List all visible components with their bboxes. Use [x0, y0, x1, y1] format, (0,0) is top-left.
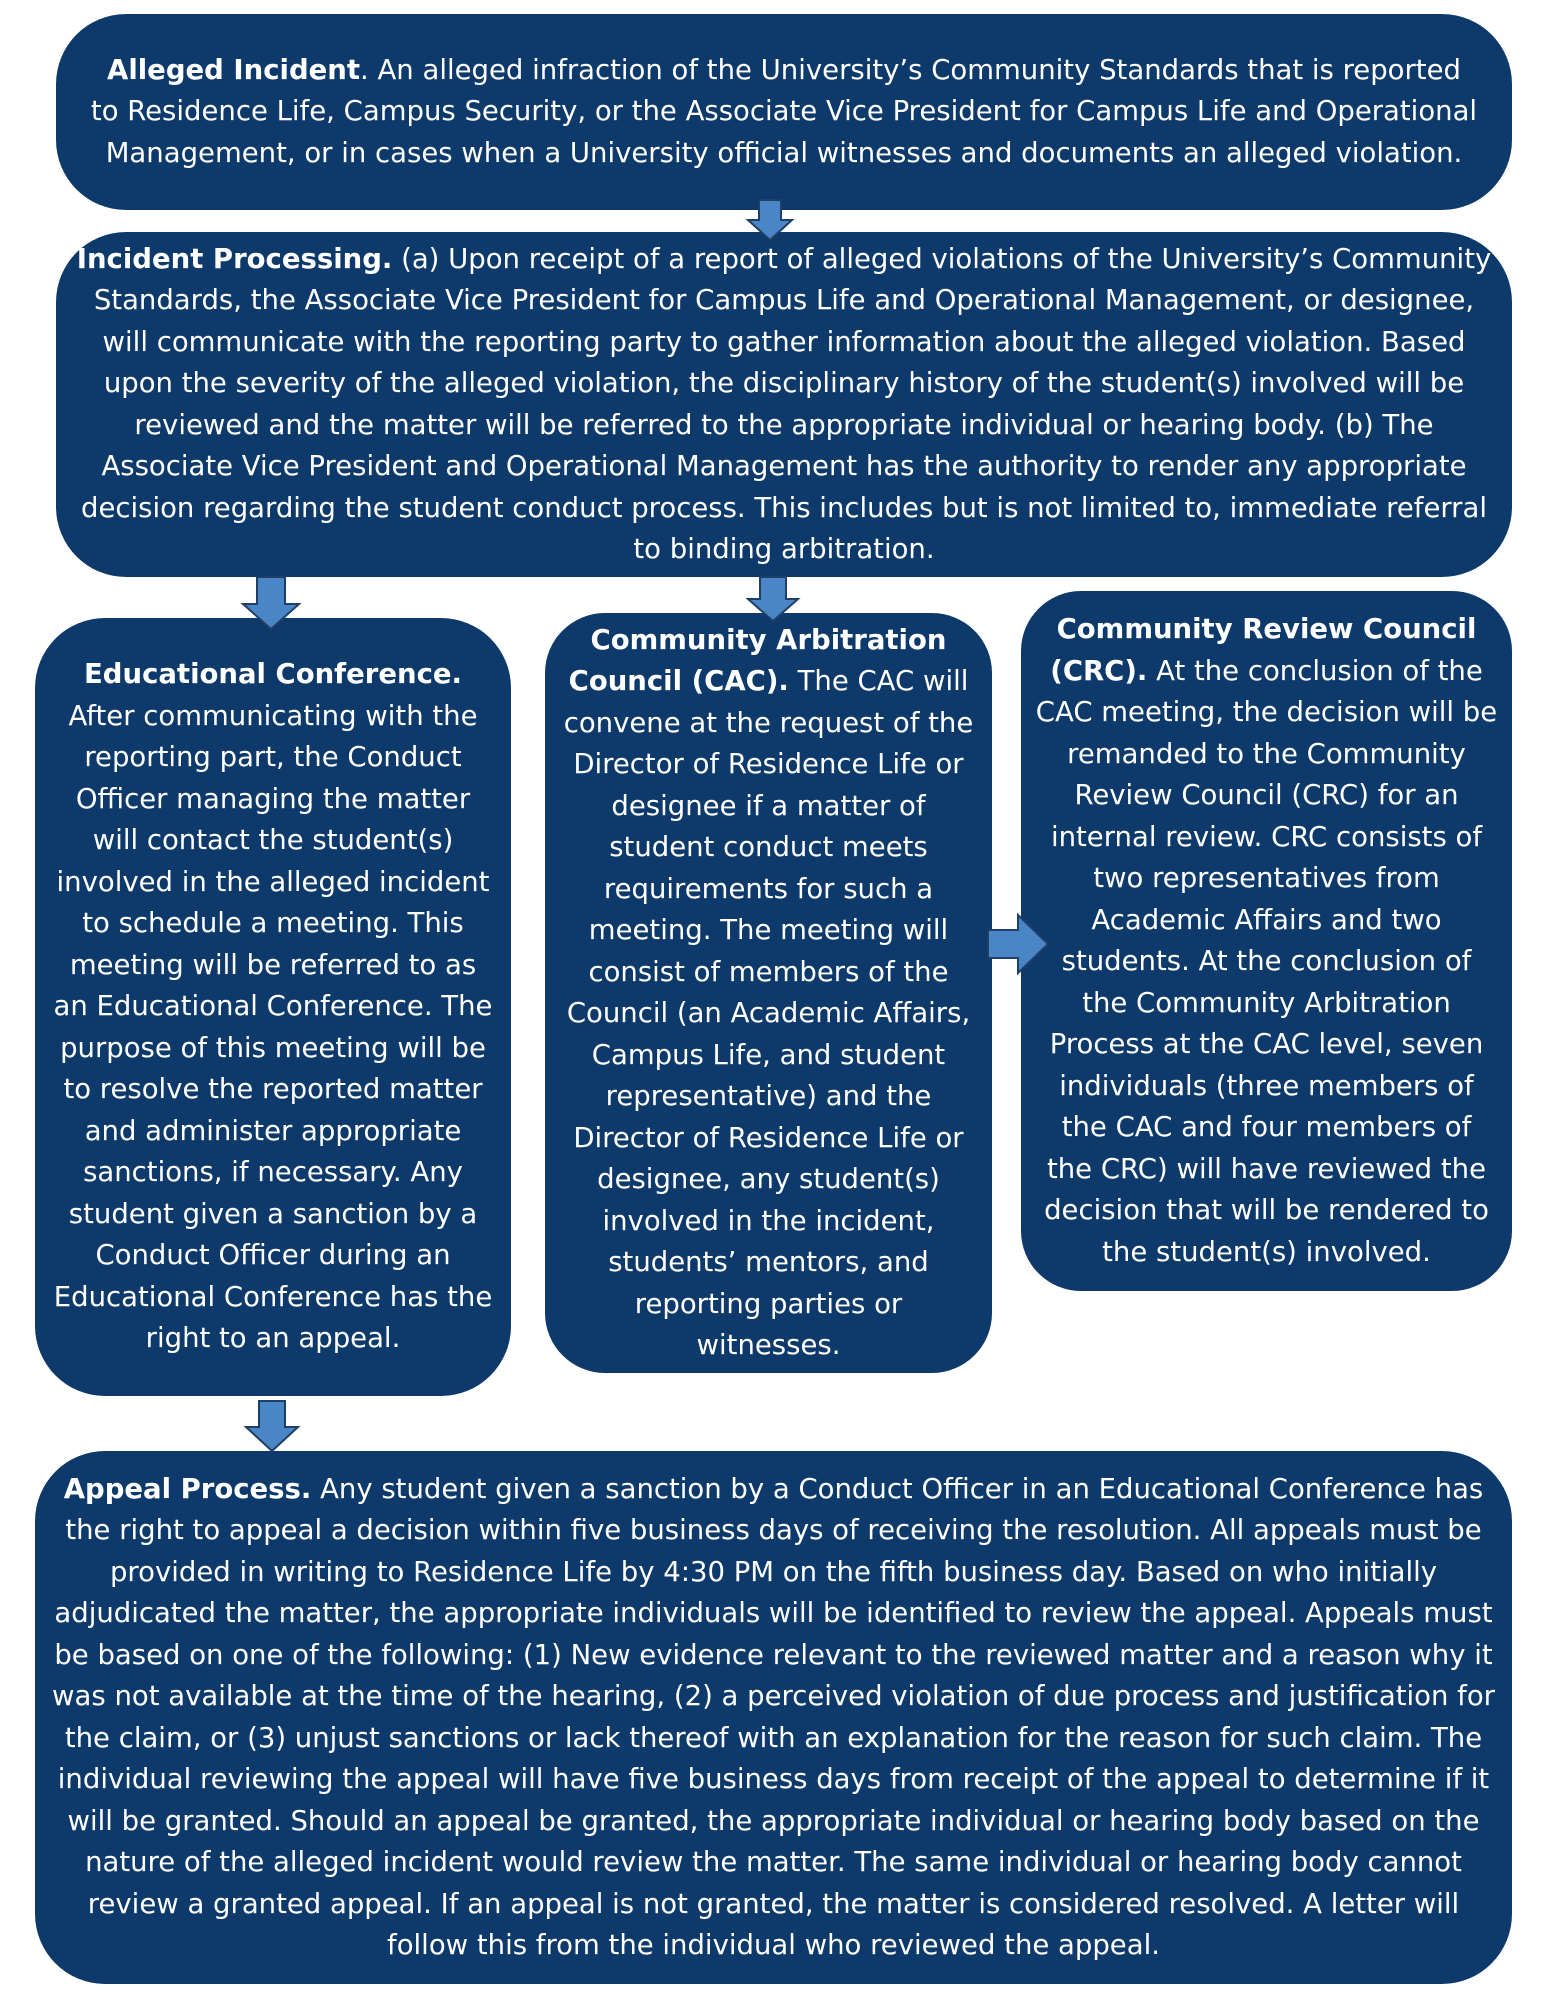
community-review-council-box: [1021, 591, 1512, 1291]
educational-conference-title: Educational Conference.: [84, 658, 462, 691]
educational-conference-box: [35, 618, 511, 1396]
cac-text: The CAC will convene at the request of the Director of Residence Life or designee if a matter of student conduct meets requirements for such a meeting. The meeting will consist of members of the Council (an Academic Affairs, Campus Life, and student representative) and the Director of Residence Life or designee, any student(s) involved in the incident, students’ mentors, and reporting parties or witnesses.: [563, 665, 974, 1361]
incident-processing-title: Incident Processing.: [76, 242, 393, 275]
arrow-right-icon: [988, 915, 1048, 973]
arrow-down-icon: [243, 577, 299, 629]
appeal-process-text: Any student given a sanction by a Conduct Officer in an Educational Conference has the right to appeal a decision within five business days of receiving the resolution. All appeals must be provided in writing to Residence Life by 4:30 PM on the fifth business day. Based on who initially adjudicated the matter, the appropriate individuals will be identified to review the appeal. Appeals must be based on one of the following: (1) New evidence relevant to the reviewed matter and a reason why it was not available at the time of the hearing, (2) a perceived violation of due process and justification for the claim, or (3) unjust sanctions or lack thereof with an explanation for the reason for such claim. The individual reviewing the appeal will have five business days from receipt of the appeal to determine if it will be granted. Should an appeal be granted, the appropriate individual or hearing body based on the nature of the alleged incident would review the matter. The same individual or hearing body cannot review a granted appeal. If an appeal is not granted, the matter is considered resolved. A letter will follow this from the individual who reviewed the appeal.: [52, 1472, 1495, 1961]
arrow-down-icon: [748, 577, 798, 621]
incident-processing-text: (a) Upon receipt of a report of alleged violations of the University’s Community Standards, the Associate Vice President for Campus Life and Operational Management, or designee, will communicate with the reporting party to gather information about the alleged violation. Based upon the severity of the alleged violation, the disciplinary history of the student(s) involved will be reviewed and the matter will be referred to the appropriate individual or hearing body. (b) The Associate Vice President and Operational Management has the authority to render any appropriate decision regarding the student conduct process. This includes but is not limited to, immediate referral to binding arbitration.: [81, 242, 1492, 565]
appeal-process-box: [35, 1451, 1512, 1984]
cac-title: Community Arbitration Council (CAC).: [568, 623, 947, 697]
appeal-process-title: Appeal Process.: [63, 1472, 312, 1505]
arrow-down-icon: [748, 200, 792, 240]
crc-text: At the conclusion of the CAC meeting, the decision will be remanded to the Community Review Council (CRC) for an internal review. CRC consists of two representatives from Academic Affairs and two students. At the conclusion of the Community Arbitration Process at the CAC level, seven individuals (three members of the CAC and four members of the CRC) will have reviewed the decision that will be rendered to the student(s) involved.: [1035, 654, 1498, 1268]
alleged-incident-text: . An alleged infraction of the University’s Community Standards that is reported to Residence Life, Campus Security, or the Associate Vice President for Campus Life and Operational Management, or in cases when a University official witnesses and documents an alleged violation.: [90, 53, 1478, 169]
crc-title: Community Review Council (CRC).: [1050, 613, 1477, 687]
arrow-down-icon: [246, 1401, 298, 1451]
educational-conference-text: After communicating with the reporting part, the Conduct Officer managing the matter will contact the student(s) involved in the alleged incident to schedule a meeting. This meeting will be referred to as an Educational Conference. The purpose of this meeting will be to resolve the reported matter and administer appropriate sanctions, if necessary. Any student given a sanction by a Conduct Officer during an Educational Conference has the right to an appeal.: [53, 699, 493, 1355]
community-arbitration-council-box: [545, 613, 992, 1373]
alleged-incident-box: [56, 14, 1512, 210]
incident-processing-box: [56, 232, 1512, 577]
alleged-incident-title: Alleged Incident: [107, 53, 361, 86]
